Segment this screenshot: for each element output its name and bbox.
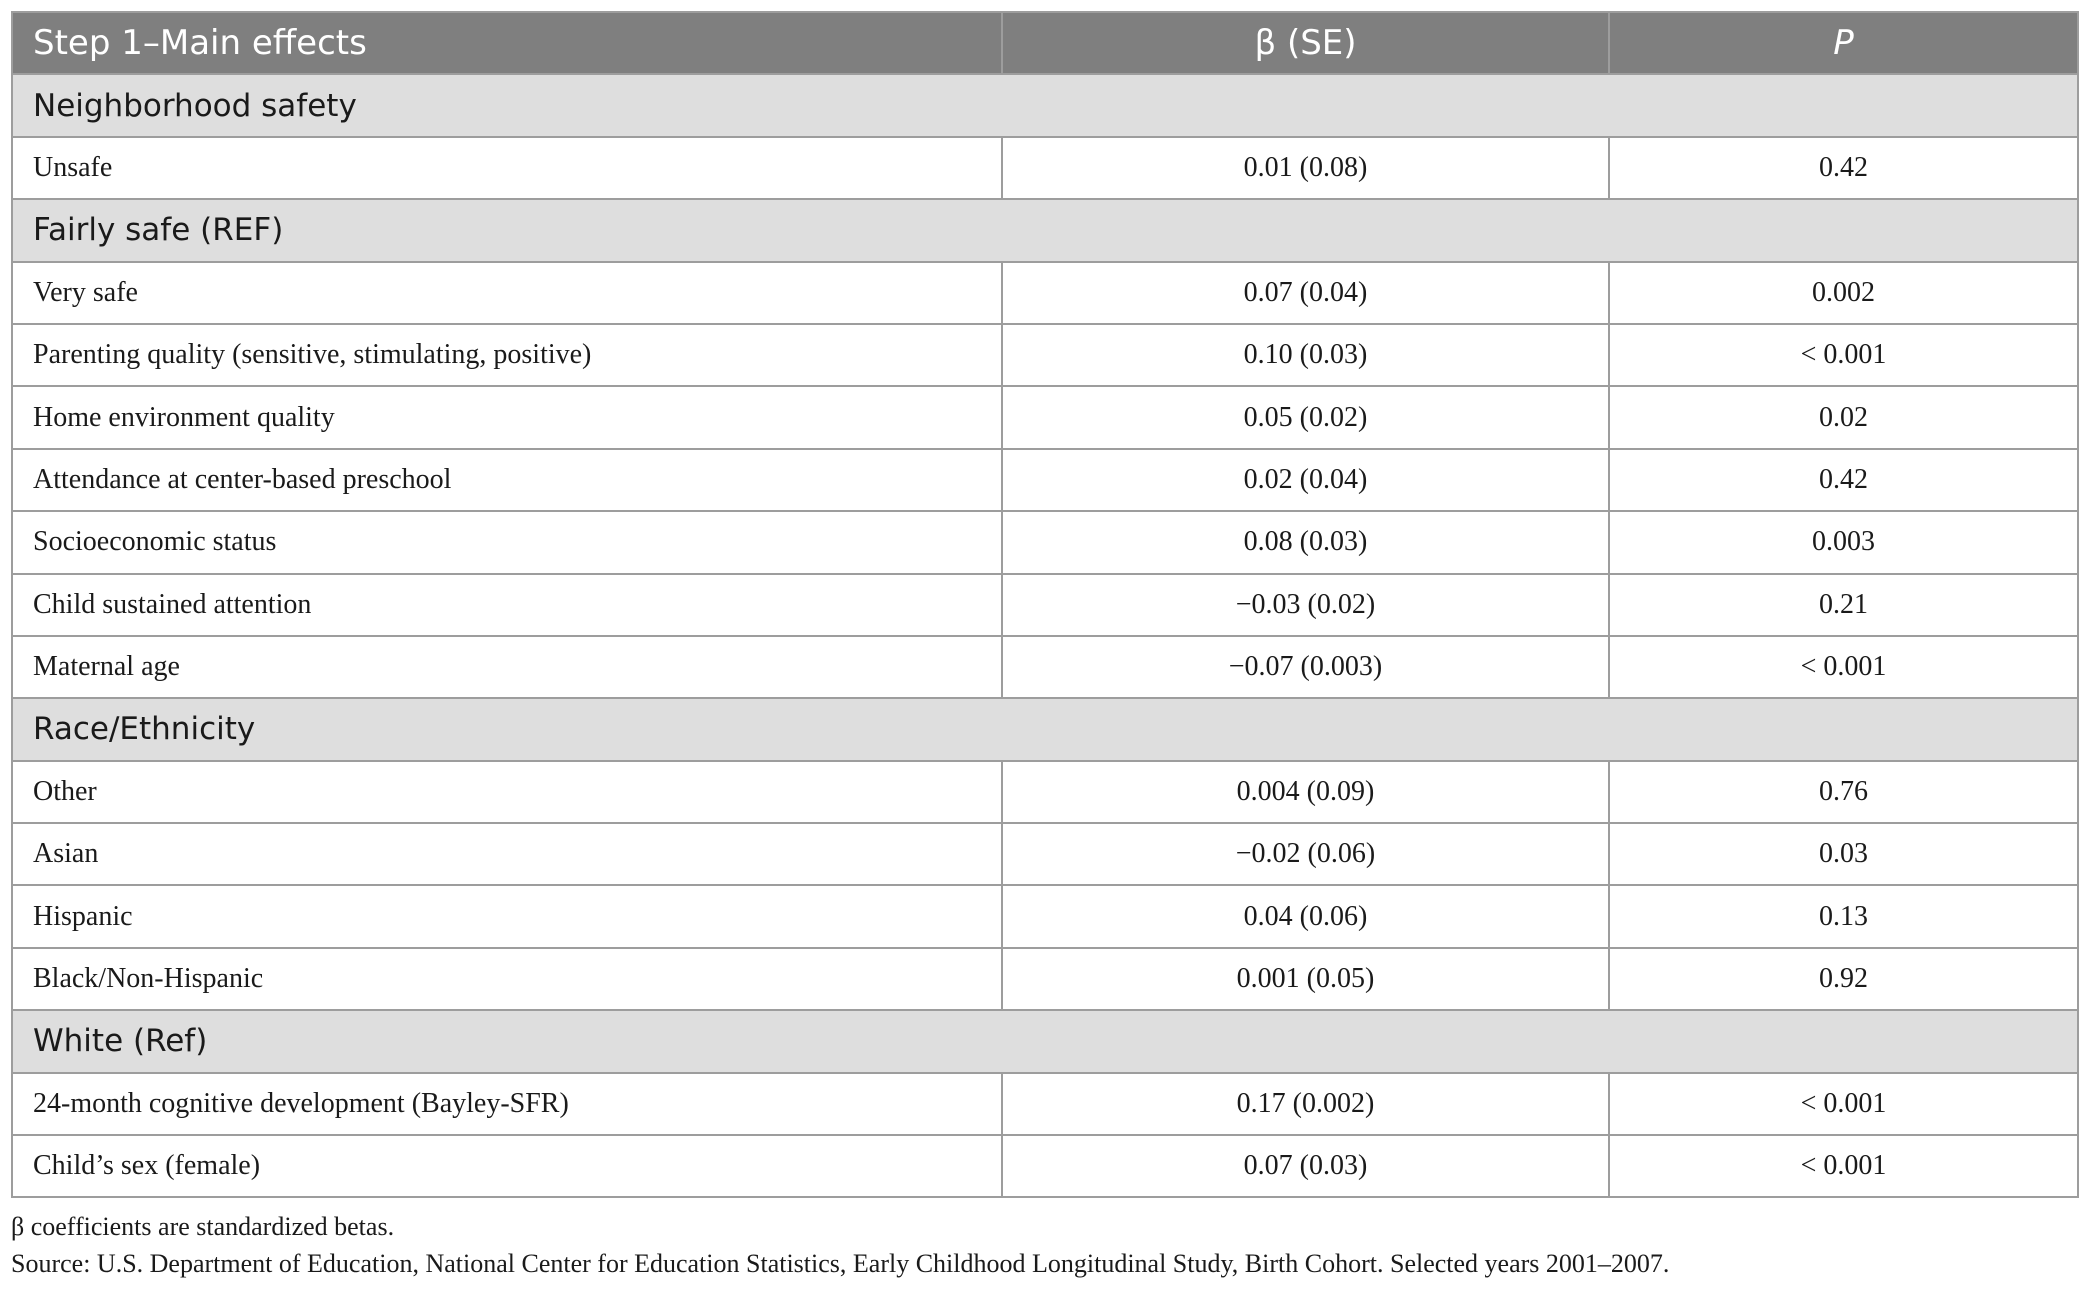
table-row: [12, 948, 2078, 1010]
row-label: Maternal age: [12, 636, 1002, 698]
p-value-cell: 0.42: [1609, 449, 2078, 511]
section-label: Fairly safe (REF): [12, 199, 2078, 261]
row-label: Child’s sex (female): [12, 1135, 1002, 1197]
table-row: [12, 449, 2078, 511]
p-value-cell: 0.003: [1609, 511, 2078, 573]
row-label: Unsafe: [12, 137, 1002, 199]
table-footnotes: [11, 1208, 2077, 1282]
p-value-cell: < 0.001: [1609, 324, 2078, 386]
beta-se-cell: 0.17 (0.002): [1002, 1073, 1609, 1135]
table-row: [12, 574, 2078, 636]
table-body: [12, 74, 2078, 1197]
row-label: Asian: [12, 823, 1002, 885]
footnote-source: Source: U.S. Department of Education, National Center for Education Statistics, Early Childhood Longitudinal Study, Birth Cohort. Selected years 2001–2007.: [11, 1249, 1670, 1278]
table-row: [12, 137, 2078, 199]
row-label: Child sustained attention: [12, 574, 1002, 636]
p-value-cell: 0.02: [1609, 386, 2078, 448]
p-value-cell: 0.21: [1609, 574, 2078, 636]
section-row: [12, 199, 2078, 261]
beta-se-cell: 0.001 (0.05): [1002, 948, 1609, 1010]
section-row: [12, 698, 2078, 760]
row-label: 24-month cognitive development (Bayley-SFR): [12, 1073, 1002, 1135]
section-label: Race/Ethnicity: [12, 698, 2078, 760]
table-header: [12, 12, 2078, 74]
row-label: Attendance at center-based preschool: [12, 449, 1002, 511]
beta-se-cell: −0.07 (0.003): [1002, 636, 1609, 698]
p-value-cell: < 0.001: [1609, 1135, 2078, 1197]
beta-se-cell: 0.08 (0.03): [1002, 511, 1609, 573]
beta-se-cell: 0.01 (0.08): [1002, 137, 1609, 199]
table-row: [12, 1073, 2078, 1135]
table-row: [12, 636, 2078, 698]
table-row: [12, 324, 2078, 386]
table-row: [12, 761, 2078, 823]
p-value-cell: < 0.001: [1609, 1073, 2078, 1135]
footnote-beta: β coefficients are standardized betas.: [11, 1212, 395, 1241]
p-value-cell: 0.42: [1609, 137, 2078, 199]
beta-se-cell: 0.04 (0.06): [1002, 885, 1609, 947]
section-row: [12, 1010, 2078, 1072]
p-value-cell: < 0.001: [1609, 636, 2078, 698]
row-label: Home environment quality: [12, 386, 1002, 448]
header-row: [12, 12, 2078, 74]
row-label: Socioeconomic status: [12, 511, 1002, 573]
header-p-value: P: [1609, 12, 2078, 74]
p-value-cell: 0.13: [1609, 885, 2078, 947]
results-table-container: [11, 11, 2077, 1198]
beta-se-cell: 0.07 (0.04): [1002, 262, 1609, 324]
section-row: [12, 74, 2078, 136]
regression-results-table: [11, 11, 2079, 1198]
beta-se-cell: 0.07 (0.03): [1002, 1135, 1609, 1197]
row-label: Very safe: [12, 262, 1002, 324]
table-row: [12, 885, 2078, 947]
section-label: White (Ref): [12, 1010, 2078, 1072]
table-row: [12, 823, 2078, 885]
row-label: Other: [12, 761, 1002, 823]
p-value-cell: 0.92: [1609, 948, 2078, 1010]
table-row: [12, 386, 2078, 448]
p-value-cell: 0.002: [1609, 262, 2078, 324]
beta-se-cell: −0.03 (0.02): [1002, 574, 1609, 636]
row-label: Black/Non-Hispanic: [12, 948, 1002, 1010]
beta-se-cell: 0.02 (0.04): [1002, 449, 1609, 511]
beta-se-cell: −0.02 (0.06): [1002, 823, 1609, 885]
table-row: [12, 262, 2078, 324]
beta-se-cell: 0.05 (0.02): [1002, 386, 1609, 448]
row-label: Hispanic: [12, 885, 1002, 947]
beta-se-cell: 0.10 (0.03): [1002, 324, 1609, 386]
table-row: [12, 511, 2078, 573]
header-beta-se: β (SE): [1002, 12, 1609, 74]
p-value-cell: 0.76: [1609, 761, 2078, 823]
section-label: Neighborhood safety: [12, 74, 2078, 136]
header-step-main-effects: Step 1–Main effects: [12, 12, 1002, 74]
beta-se-cell: 0.004 (0.09): [1002, 761, 1609, 823]
p-value-cell: 0.03: [1609, 823, 2078, 885]
table-row: [12, 1135, 2078, 1197]
row-label: Parenting quality (sensitive, stimulating, positive): [12, 324, 1002, 386]
